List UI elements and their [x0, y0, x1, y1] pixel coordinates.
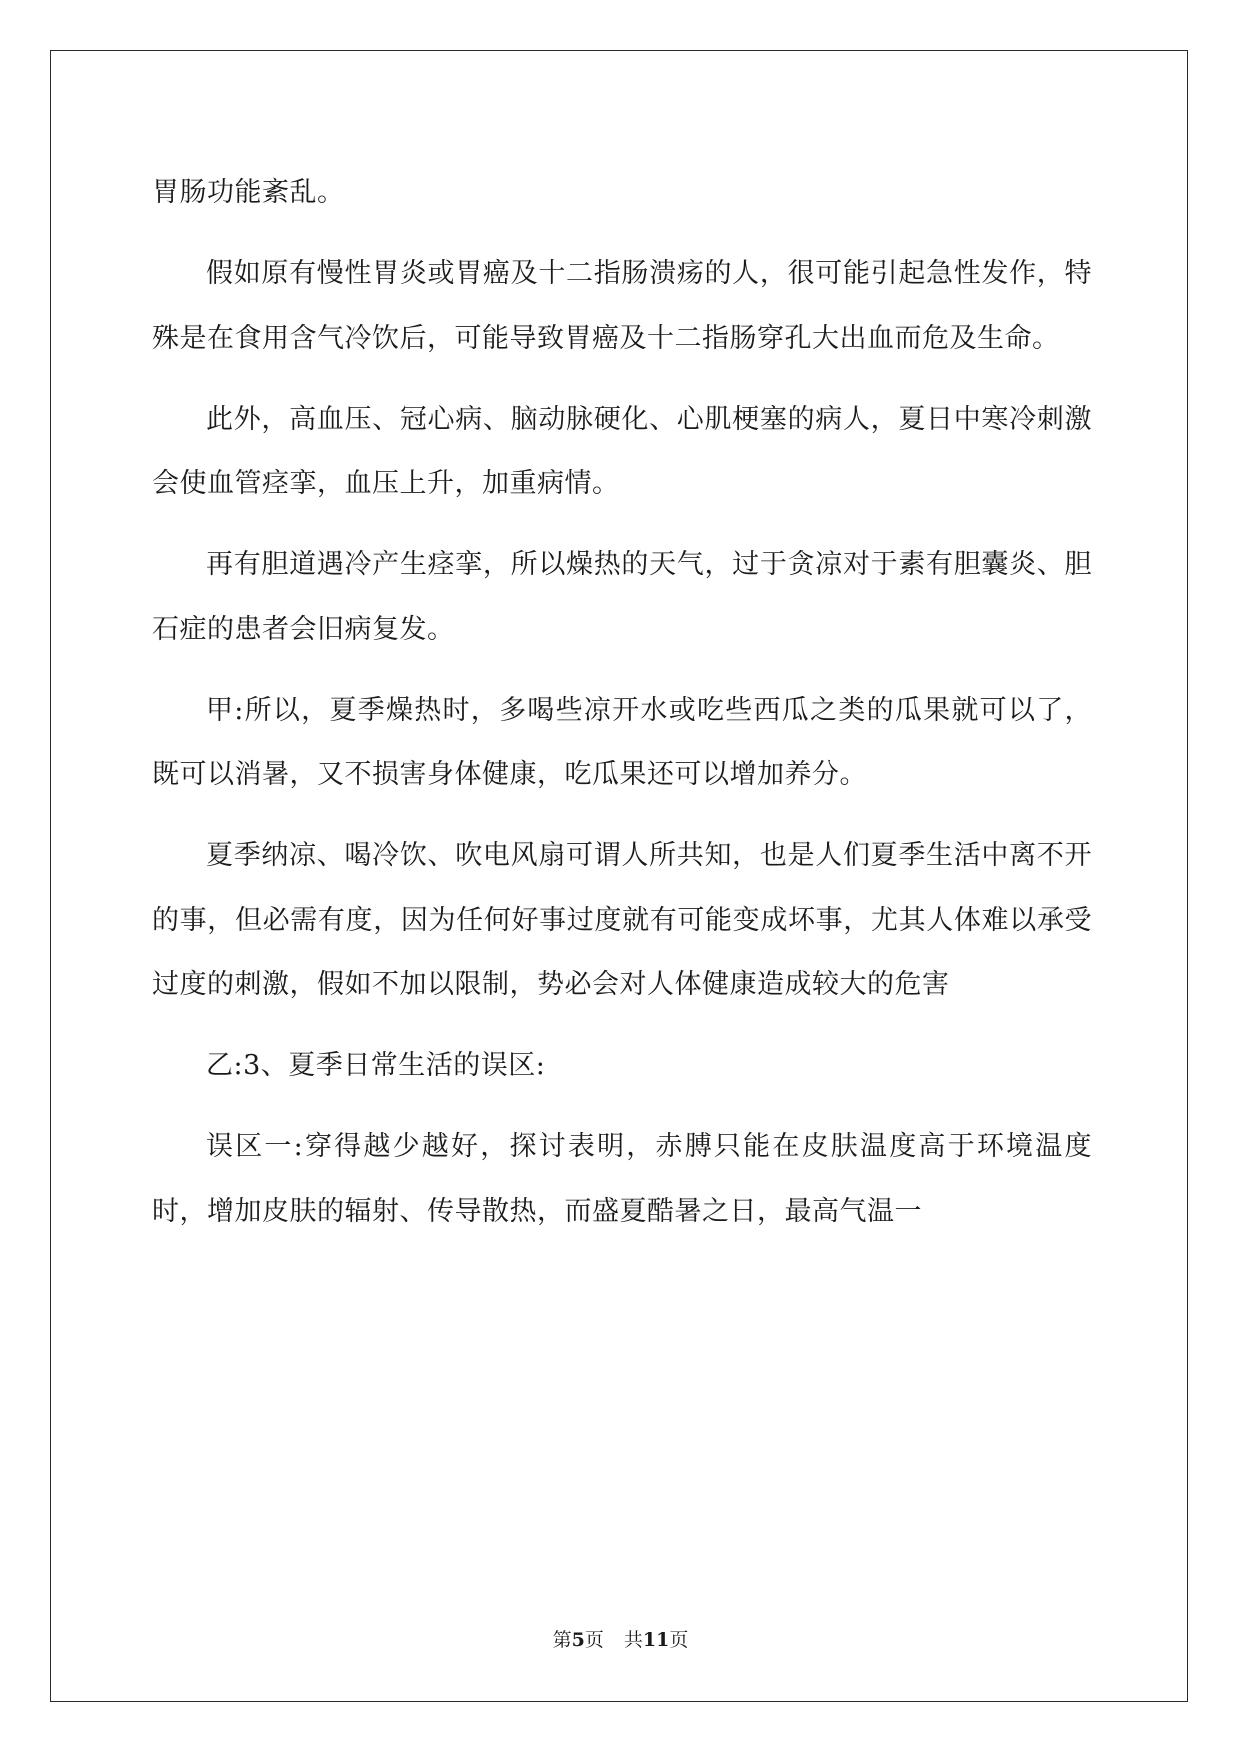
page-number-total: 11	[642, 1629, 670, 1651]
footer-prefix: 第	[552, 1629, 572, 1651]
paragraph: 误区一:穿得越少越好，探讨表明，赤膊只能在皮肤温度高于环境温度时，增加皮肤的辐射、传导散热，而盛夏酷暑之日，最高气温一	[152, 1131, 1092, 1227]
paragraph: 此外，高血压、冠心病、脑动脉硬化、心肌梗塞的病人，夏日中寒冷刺激会使血管痉挛，血压上升，加重病情。	[152, 403, 1092, 499]
paragraph: 再有胆道遇冷产生痉挛，所以燥热的天气，过于贪凉对于素有胆囊炎、胆石症的患者会旧病复发。	[152, 549, 1092, 645]
footer-total-prefix: 共	[623, 1629, 643, 1651]
paragraph: 乙:3、夏季日常生活的误区:	[206, 1050, 546, 1081]
paragraph: 胃肠功能紊乱。	[152, 177, 345, 208]
footer-total-suffix: 页	[669, 1629, 689, 1651]
paragraph: 甲:所以，夏季燥热时，多喝些凉开水或吃些西瓜之类的瓜果就可以了，既可以消暑，又不损害身体健康，吃瓜果还可以增加养分。	[152, 694, 1092, 790]
page-number-current: 5	[571, 1629, 585, 1651]
paragraph: 夏季纳凉、喝冷饮、吹电风扇可谓人所共知，也是人们夏季生活中离不开的事，但必需有度，因为任何好事过度就有可能变成坏事，尤其人体难以承受过度的刺激，假如不加以限制，势必会对人体健康造成较大的危害	[152, 840, 1092, 1000]
page-footer	[0, 1625, 1241, 1652]
footer-page-word: 页	[584, 1629, 604, 1651]
paragraph: 假如原有慢性胃炎或胃癌及十二指肠溃疡的人，很可能引起急性发作，特殊是在食用含气冷饮后，可能导致胃癌及十二指肠穿孔大出血而危及生命。	[152, 258, 1092, 354]
document-body	[152, 161, 1092, 1261]
